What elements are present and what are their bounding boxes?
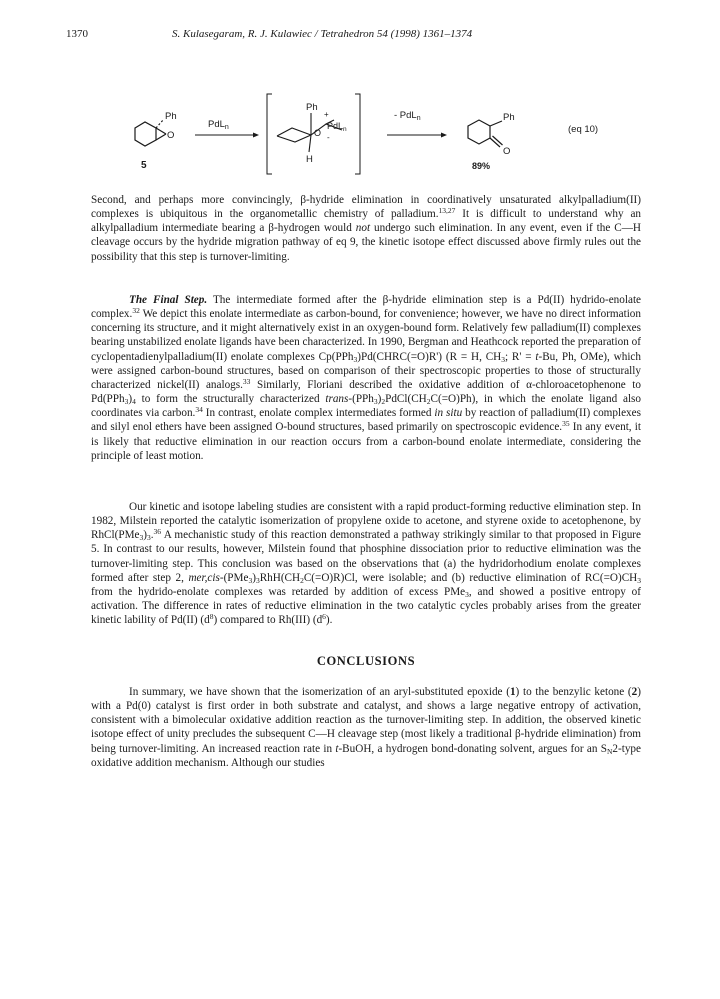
paragraph-beta-hydride: Second, and perhaps more convincingly, β-hydride elimination in coordinatively unsaturated alkylpalladium(II) complexes is ubiquitous in the organometallic chemistry of palladium.$^{13,27}$ It is difficult to understand why an alkylpalladium intermediate bearing a β-hydrogen would not undergo such elimination. In any event, even if the C—H cleavage occurs by the hydride migration pathway of eq 9, the kinetic isotope effect discussed above firmly rules out the possibility that this step is turnover-limiting.: [91, 194, 642, 263]
reaction-scheme-eq10: [115, 80, 635, 190]
page-number: 1370: [66, 28, 88, 40]
intermediate-minus-charge: -: [327, 133, 330, 142]
intermediate-ph-label: Ph: [306, 102, 318, 113]
intermediate-pdln-label: PdL$_n$: [327, 121, 347, 133]
intermediate-h-label: H: [306, 154, 313, 165]
elimination-label: - PdL$_n$: [394, 110, 421, 122]
arrow-beta-hydride-elimination: [387, 133, 447, 138]
product-oxygen-label: O: [503, 146, 511, 157]
section-heading-conclusions: CONCLUSIONS: [316, 654, 416, 668]
reactant-ph-label: Ph: [165, 111, 177, 122]
reactant-oxygen-label: O: [167, 130, 175, 141]
paragraph-final-step: The Final Step. The intermediate formed after the β-hydride elimination step is a Pd(II) hydrido-enolate complex.$^{32}$ We depict this enolate intermediate as carbon-bound, for convenience; however, we have no direct information concerning its structure, and it might alternatively exist in an oxygen-bound form. Relatively few palladium(II) complexes bearing unstabilized enolate ligands have been characterized. In 1990, Bergman and Heathcock reported the preparation of cyclopentadienylpalladium(II) enolate complexes Cp(PPh$_3$)Pd(CHRC(=O)R') (R = H, $CH_3$; R' = t-Bu, Ph, OMe), which were assigned carbon-bound structures, based on comparison of their spectroscopic properties to those of structurally characterized nickel(II) analogs.$^{33}$ Similarly, Floriani described the oxidative addition of α-chloroacetophenone to $Pd(PPh_3)_4$ to form the structurally characterized trans-$(PPh_3)_2PdCl(CH_2C(=O)Ph)$, in which the enolate ligand also coordinates via carbon.$^{34}$ In contrast, enolate complex intermediates formed in situ by reaction of palladium(II) complexes and silyl enol ethers have been assigned O-bound structures, based primarily on spectroscopic evidence.$^{35}$ In any event, it is likely that reductive elimination in our reaction occurs from a carbon-bound enolate intermediate, considering the principle of least motion.: [91, 294, 642, 462]
paragraph-kinetic-studies: Our kinetic and isotope labeling studies are consistent with a rapid product-forming reductive elimination step. In 1982, Milstein reported the catalytic isomerization of propylene oxide to acetone, and styrene oxide to acetophenone, by $RhCl(PMe_3)_3.^{36}$ A mechanistic study of this reaction demonstrated a pathway strikingly similar to that proposed in Figure 5. In contrast to our results, however, Milstein found that phosphine dissociation prior to reductive elimination was the turnover-limiting step. This conclusion was based on the observations that (a) the hydridorhodium enolate complexes formed after step 2, $mer,cis-(PMe_3)_3RhH(CH_2C(=O)R)Cl$, were isolable; and (b) reductive elimination of $RC(=O)CH_3$ from the hydrido-enolate complexes was retarded by addition of excess PMe$_3$, and showed a positive entropy of activation. The difference in rates of reductive elimination in the two catalytic cycles probably arises from the greater kinetic lability of Pd(II) $(d^8)$ compared to Rh(III) $(d^6)$.: [91, 501, 642, 627]
intermediate-chair-structure: [277, 113, 342, 152]
running-header-citation: S. Kulasegaram, R. J. Kulawiec / Tetrahedron 54 (1998) 1361–1374: [172, 28, 473, 40]
run-in-heading-final-step: The Final Step.: [129, 294, 208, 306]
paragraph-conclusions: In summary, we have shown that the isomerization of an aryl-substituted epoxide (1) to the benzylic ketone (2) with a Pd(0) catalyst is first order in both substrate and catalyst, and shows a large negative entropy of activation, consistent with a bimolecular oxidative addition reaction as the turnover-limiting step. In addition, the observed kinetic isotope effect of unity precludes the subsequent C—H cleavage step (most likely a traditional β-hydride elimination) from being turnover-limiting. An increased reaction rate in t-BuOH, a hydrogen bond-donating solvent, argues for an $S_N2$-type oxidative addition mechanism. Although our studies: [91, 686, 641, 769]
reagent-pdln-label: PdL$_n$: [208, 119, 229, 131]
compound-5-label: 5: [141, 160, 147, 171]
yield-label: 89%: [472, 161, 491, 171]
product-ph-label: Ph: [503, 112, 515, 123]
intermediate-plus-charge: +: [324, 110, 329, 119]
intermediate-oxygen-label: O: [314, 128, 322, 138]
equation-number-label: (eq 10): [568, 124, 599, 135]
reactant-epoxide-structure: [135, 119, 166, 146]
reaction-scheme-drawing: [115, 80, 635, 190]
product-ketone-structure: [468, 120, 503, 147]
arrow-oxidative-addition: [195, 133, 259, 138]
